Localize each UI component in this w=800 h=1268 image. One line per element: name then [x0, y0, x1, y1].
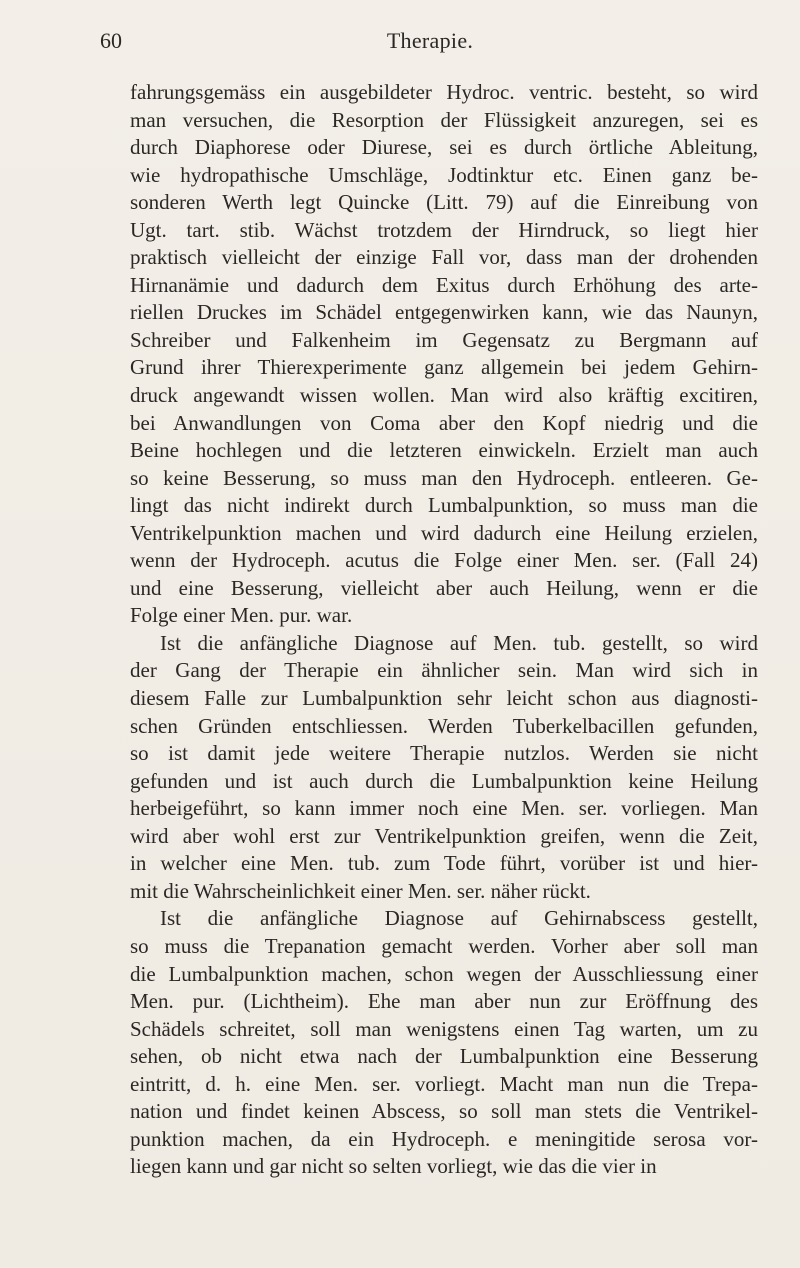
- text-line: in welcher eine Men. tub. zum Tode führt, vorüber ist und hier-: [130, 851, 758, 876]
- text-line: liegen kann und gar nicht so selten vorliegt, wie das die vier in: [130, 1154, 657, 1179]
- text-line: Schädels schreitet, soll man wenigstens einen Tag warten, um zu: [130, 1016, 758, 1041]
- text-line: durch Diaphorese oder Diurese, sei es durch örtliche Ableitung,: [130, 135, 758, 160]
- text-line: sonderen Werth legt Quincke (Litt. 79) auf die Einreibung von: [130, 190, 758, 215]
- text-line: wie hydropathische Umschläge, Jodtinktur etc. Einen ganz be-: [130, 162, 758, 187]
- text-line: mit die Wahrscheinlichkeit einer Men. ser. näher rückt.: [130, 878, 591, 903]
- text-line: so keine Besserung, so muss man den Hydroceph. entleeren. Ge-: [130, 465, 758, 490]
- text-line: Beine hochlegen und die letzteren einwickeln. Erzielt man auch: [130, 438, 758, 463]
- text-line: Schreiber und Falkenheim im Gegensatz zu Bergmann auf: [130, 327, 758, 352]
- text-line: sehen, ob nicht etwa nach der Lumbalpunktion eine Besserung: [130, 1044, 758, 1069]
- text-line: so muss die Trepanation gemacht werden. Vorher aber soll man: [130, 933, 758, 958]
- text-line: Folge einer Men. pur. war.: [130, 603, 353, 628]
- text-line: fahrungsgemäss ein ausgebildeter Hydroc. ventric. besteht, so wird: [130, 80, 758, 104]
- text-line: Hirnanämie und dadurch dem Exitus durch Erhöhung des arte-: [130, 272, 758, 297]
- text-line: Ventrikelpunktion machen und wird dadurch eine Heilung erzielen,: [130, 520, 758, 545]
- text-line: lingt das nicht indirekt durch Lumbalpunktion, so muss man die: [130, 493, 758, 518]
- text-line: der Gang der Therapie ein ähnlicher sein. Man wird sich in: [130, 658, 758, 683]
- text-line: nation und findet keinen Abscess, so soll man stets die Ventrikel-: [130, 1099, 758, 1124]
- text-line: druck angewandt wissen wollen. Man wird also kräftig excitiren,: [130, 383, 758, 408]
- text-line: und eine Besserung, vielleicht aber auch Heilung, wenn er die: [130, 575, 758, 600]
- text-line: riellen Druckes im Schädel entgegenwirken kann, wie das Naunyn,: [130, 300, 758, 325]
- paragraph: [130, 79, 758, 630]
- text-line: eintritt, d. h. eine Men. ser. vorliegt. Macht man nun die Trepa-: [130, 1071, 758, 1096]
- text-line: die Lumbalpunktion machen, schon wegen der Ausschliessung einer: [130, 961, 758, 986]
- text-line: so ist damit jede weitere Therapie nutzlos. Werden sie nicht: [130, 741, 758, 766]
- text-line: punktion machen, da ein Hydroceph. e meningitide serosa vor-: [130, 1126, 758, 1151]
- text-line: wird aber wohl erst zur Ventrikelpunktion greifen, wenn die Zeit,: [130, 823, 758, 848]
- body-text: [130, 79, 758, 1181]
- text-line: praktisch vielleicht der einzige Fall vor, dass man der drohenden: [130, 245, 758, 270]
- running-head: [100, 28, 760, 58]
- page-number: 60: [100, 28, 122, 53]
- text-line: Ist die anfängliche Diagnose auf Gehirnabscess gestellt,: [160, 906, 758, 931]
- text-line: schen Gründen entschliessen. Werden Tuberkelbacillen gefunden,: [130, 713, 758, 738]
- paragraph: [130, 630, 758, 905]
- paragraph: [130, 905, 758, 1180]
- text-line: herbeigeführt, so kann immer noch eine Men. ser. vorliegen. Man: [130, 796, 758, 821]
- text-line: Ist die anfängliche Diagnose auf Men. tub. gestellt, so wird: [160, 630, 758, 655]
- running-title: Therapie.: [386, 28, 474, 53]
- text-line: wenn der Hydroceph. acutus die Folge einer Men. ser. (Fall 24): [130, 548, 758, 573]
- text-line: gefunden und ist auch durch die Lumbalpunktion keine Heilung: [130, 768, 758, 793]
- text-line: Men. pur. (Lichtheim). Ehe man aber nun zur Eröffnung des: [130, 989, 758, 1014]
- text-line: man versuchen, die Resorption der Flüssigkeit anzuregen, sei es: [130, 107, 758, 132]
- text-line: Grund ihrer Thierexperimente ganz allgemein bei jedem Gehirn-: [130, 355, 758, 380]
- text-line: Ugt. tart. stib. Wächst trotzdem der Hirndruck, so liegt hier: [130, 217, 758, 242]
- text-line: bei Anwandlungen von Coma aber den Kopf niedrig und die: [130, 410, 758, 435]
- text-line: diesem Falle zur Lumbalpunktion sehr leicht schon aus diagnosti-: [130, 686, 758, 711]
